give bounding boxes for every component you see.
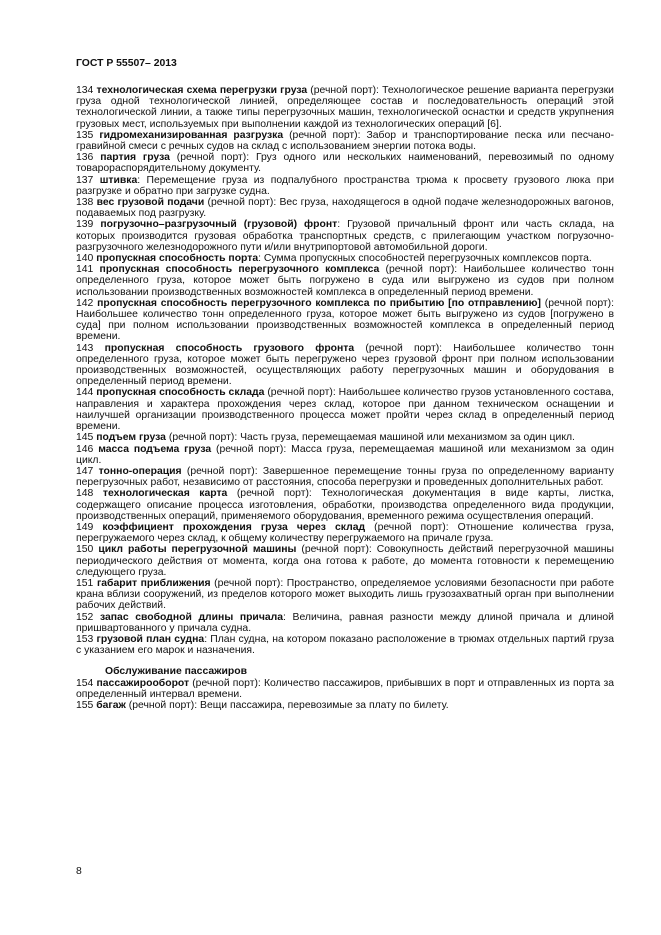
term-number: 155 — [76, 699, 94, 711]
term-definition: : Грузовой причальный фронт или часть склада, на которых производится грузовая обработка транспортных средств, с прилегающим участком погрузочно-разгрузочного железнодорожного пути и/или внутрипортовой автомобильной дороги. — [76, 219, 615, 253]
term-definition: (речной порт): Груз одного или нескольких наименований, перевозимый по одному товарораспорядительному документу. — [76, 152, 614, 175]
term-name: масса подъема груза — [98, 443, 212, 455]
term-entry — [76, 544, 614, 578]
term-name: коэффициент прохождения груза через склад — [102, 521, 366, 533]
term-entry — [76, 219, 614, 253]
term-number: 149 — [76, 521, 94, 533]
term-number: 152 — [76, 611, 94, 623]
term-definition: (речной порт): Отношение количества груза, перегружаемого через склад, к общему количеству перегружаемого на причале груза. — [76, 521, 614, 545]
term-name: партия груза — [100, 152, 170, 164]
term-name: грузовой план судна — [96, 633, 205, 645]
term-entry — [76, 522, 614, 544]
term-entry — [76, 85, 614, 130]
term-definition: : Перемещение груза из подпалубного пространства трюма к просвету грузового люка при разгрузке и обратно при загрузке судна. — [76, 174, 614, 197]
term-entry — [76, 578, 614, 612]
term-number: 148 — [76, 488, 94, 500]
term-entry — [76, 634, 614, 656]
term-number: 134 — [76, 85, 94, 96]
term-name: запас свободной длины причала — [99, 611, 284, 623]
term-number: 138 — [76, 197, 94, 209]
document-header: ГОСТ Р 55507– 2013 — [76, 58, 177, 69]
term-definition: (речной порт): Технологическая документация в виде карты, листка, содержащего описание процесса изготовления, обработки, производства определенного вида продукции, производственных операций, применяемого оборудования, временного режима осуществления операций. — [76, 488, 614, 522]
term-definition: (речной порт): Вес груза, находящегося в одной подаче железнодорожных вагонов, подаваемых под разгрузку. — [76, 197, 614, 220]
term-definition: : Сумма пропускных способностей перегрузочных комплексов порта. — [258, 253, 592, 265]
section-heading: Обслуживание пассажиров — [105, 666, 247, 678]
term-number: 147 — [76, 465, 94, 477]
term-entry — [76, 175, 614, 197]
term-name: вес грузовой подачи — [96, 197, 205, 209]
term-entry — [76, 152, 614, 174]
term-list-passengers — [76, 678, 614, 712]
term-number: 135 — [76, 129, 94, 141]
term-definition: (речной порт): Пространство, определяемое условиями безопасности при работе крана вблизи сооружений, из пределов которого может выходить лишь грузозахватный орган при выполнении рабочих действий. — [76, 577, 614, 612]
term-name: пропускная способность грузового фронта — [104, 342, 355, 354]
term-number: 137 — [76, 174, 94, 186]
term-definition: (речной порт): Масса груза, перемещаемая машиной или механизмом за один цикл. — [76, 443, 614, 466]
term-definition: (речной порт): Часть груза, перемещаемая машиной или механизмом за один цикл. — [165, 432, 575, 444]
term-number: 151 — [76, 577, 94, 589]
term-number: 142 — [76, 297, 94, 309]
term-entry — [76, 678, 614, 700]
term-number: 141 — [76, 264, 94, 276]
term-entry — [76, 466, 614, 488]
term-name: штивка — [99, 174, 138, 186]
term-name: технологическая схема перегрузки груза — [96, 85, 308, 96]
term-name: технологическая карта — [102, 488, 228, 500]
term-name: пропускная способность перегрузочного комплекса по прибытию [по отправлению] — [97, 297, 542, 309]
term-number: 153 — [76, 633, 94, 645]
page-number: 8 — [76, 866, 82, 877]
term-definition: (речной порт): Вещи пассажира, перевозимые за плату по билету. — [125, 699, 449, 711]
term-entry — [76, 298, 614, 343]
term-number: 150 — [76, 544, 94, 556]
term-name: пассажирооборот — [96, 677, 190, 689]
term-definition: (речной порт): Наибольшее количество грузов установленного состава, направления и характера прохождения через склад, которое при данном техническом оснащении и наилучшей организации производственного процесса может пройти через склад в определенный период времени. — [76, 387, 615, 433]
term-entry — [76, 253, 614, 264]
term-definition: (речной порт): Наибольшее количество тонн определенного груза, которое может быть погружено в суда или выгружено из судов при полном использовании производственных возможностей комплекса в определенный период времени. — [76, 264, 614, 298]
term-entry — [76, 444, 614, 466]
term-name: багаж — [96, 699, 126, 711]
term-definition: (речной порт): Забор и транспортирование песка или песчано-гравийной смеси с речных судов на склад с использованием энергии потока воды. — [76, 129, 614, 153]
term-number: 146 — [76, 443, 94, 455]
term-number: 145 — [76, 432, 94, 444]
term-number: 139 — [76, 219, 94, 231]
term-number: 136 — [76, 152, 94, 164]
term-entry — [76, 197, 614, 219]
term-name: погрузочно–разгрузочный (грузовой) фронт — [100, 219, 338, 231]
term-definition: : План судна, на котором показано расположение в трюмах отдельных партий груза с указанием его марок и назначения. — [76, 633, 614, 657]
term-entry — [76, 488, 614, 522]
term-name: цикл работы перегрузочной машины — [98, 544, 297, 556]
term-number: 143 — [76, 342, 94, 354]
term-number: 140 — [76, 253, 94, 265]
term-name: габарит приближения — [96, 577, 211, 589]
term-entry — [76, 432, 614, 443]
term-name: тонно-операция — [98, 465, 182, 477]
term-definition: : Величина, равная разности между длиной причала и длиной пришвартованного у причала судна. — [76, 611, 614, 634]
term-name: пропускная способность порта — [96, 253, 259, 265]
term-definition: (речной порт): Наибольшее количество тонн определенного груза, которое может быть выгружено из судов [погружено в суда] при полном использовании производственных возможностей комплекса в определенный период времени. — [76, 297, 614, 343]
term-name: гидромеханизированная разгрузка — [99, 129, 284, 141]
document-page — [76, 58, 614, 711]
term-name: пропускная способность склада — [96, 387, 265, 399]
term-definition: (речной порт): Количество пассажиров, прибывших в порт и отправленных из порта за определенный интервал времени. — [76, 677, 614, 700]
term-name: пропускная способность перегрузочного комплекса — [99, 264, 380, 276]
term-definition: (речной порт): Совокупность действий перегрузочной машины периодического действия от момента, когда она готова к работе, до момента готовности к перемещению следующего груза. — [76, 544, 614, 578]
term-entry — [76, 612, 614, 634]
term-number: 154 — [76, 677, 94, 689]
term-entry — [76, 343, 614, 388]
term-definition: (речной порт): Завершенное перемещение тонны груза по определенному варианту перегрузочных работ, независимо от расстояния, способа перегрузки и проведенных дополнительных работ. — [76, 465, 614, 489]
term-list — [76, 85, 614, 656]
term-entry — [76, 387, 614, 432]
term-definition: (речной порт): Наибольшее количество тонн определенного груза, которое может быть перегружено через грузовой фронт при полном использовании производственных возможностей, осуществляющих работу перегрузочных машин и оборудования в определенный период времени. — [76, 342, 614, 388]
term-name: подъем груза — [96, 432, 166, 444]
term-definition: (речной порт): Технологическое решение варианта перегрузки груза одной технологической линией, определяющее состав и последовательность операций этой технологической линии, а также типы перегрузочных машин, технологической оснастки и средств укрупнения грузовых мест, используемых при выполнении каждой из технологических операций [6]. — [76, 85, 614, 130]
term-entry — [76, 700, 614, 711]
term-entry — [76, 264, 614, 298]
term-entry — [76, 130, 614, 152]
term-number: 144 — [76, 387, 94, 399]
